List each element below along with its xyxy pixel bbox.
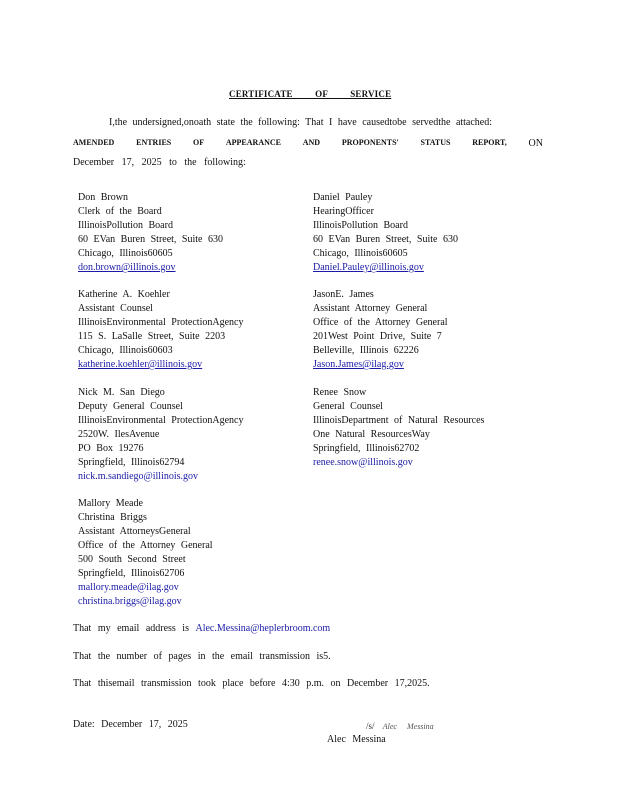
intro-line-1: I,the undersigned,onoath state the following: That I have causedtobe servedthe attached:	[109, 117, 493, 128]
recipient-line: Office of the Attorney General	[313, 317, 448, 328]
recipient-line: Deputy General Counsel	[78, 401, 183, 412]
intro-word: APPEARANCE	[225, 138, 281, 147]
recipient-line: Mallory Meade	[78, 498, 143, 509]
date-line: Date: December 17, 2025	[73, 719, 188, 730]
recipient-email-link[interactable]: Daniel.Pauley@illinois.gov	[313, 262, 424, 273]
recipient-line: Chicago, Illinois60605	[313, 248, 408, 259]
intro-word: ENTRIES	[136, 138, 172, 147]
statement-pages: That the number of pages in the email transmission is5.	[73, 651, 331, 662]
recipient-line: Assistant Attorney General	[313, 303, 428, 314]
recipient-line: Springfield, Illinois62706	[78, 568, 185, 579]
recipient-line: 60 EVan Buren Street, Suite 630	[78, 234, 223, 245]
intro-word: STATUS	[420, 138, 451, 147]
signature-script: Alec Messina	[382, 722, 434, 731]
recipient-block-jason-james	[313, 288, 448, 372]
recipient-line: 60 EVan Buren Street, Suite 630	[313, 234, 458, 245]
intro-word: OF	[193, 138, 205, 147]
recipient-email-link[interactable]: mallory.meade@ilag.gov	[78, 582, 179, 593]
recipient-email-link[interactable]: katherine.koehler@illinois.gov	[78, 359, 203, 370]
signer-name: Alec Messina	[327, 734, 386, 745]
intro-word: REPORT,	[472, 138, 507, 147]
recipient-line: Assistant Counsel	[78, 303, 153, 314]
recipient-line: 2520W. IlesAvenue	[78, 429, 160, 440]
recipient-block-renee-snow	[313, 386, 484, 470]
recipient-line: One Natural ResourcesWay	[313, 429, 430, 440]
recipient-line: 500 South Second Street	[78, 554, 186, 565]
recipient-line: PO Box 19276	[78, 443, 144, 454]
recipient-line: JasonE. James	[313, 289, 374, 300]
recipient-line: IllinoisDepartment of Natural Resources	[313, 415, 485, 426]
recipient-block-daniel-pauley	[313, 191, 458, 275]
statement-email	[73, 623, 330, 634]
document-title: CERTIFICATE OF SERVICE	[229, 89, 392, 99]
recipient-line: IllinoisEnvironmental ProtectionAgency	[78, 317, 244, 328]
electronic-signature	[366, 721, 434, 731]
recipient-email-link[interactable]: Jason.James@ilag.gov	[313, 359, 404, 370]
recipient-line: General Counsel	[313, 401, 383, 412]
recipient-line: IllinoisPollution Board	[78, 220, 173, 231]
recipient-line: IllinoisPollution Board	[313, 220, 408, 231]
recipient-line: Renee Snow	[313, 387, 367, 398]
recipient-block-meade-briggs	[78, 497, 213, 609]
recipient-line: Office of the Attorney General	[78, 540, 213, 551]
recipient-block-katherine-koehler	[78, 288, 243, 372]
recipient-line: Chicago, Illinois60603	[78, 345, 173, 356]
intro-line-3: December 17, 2025 to the following:	[73, 157, 246, 168]
recipient-line: Springfield, Illinois62794	[78, 457, 185, 468]
recipient-line: Chicago, Illinois60605	[78, 248, 173, 259]
recipient-line: Nick M. San Diego	[78, 387, 165, 398]
recipient-block-nick-san-diego	[78, 386, 243, 484]
recipient-email-link[interactable]: nick.m.sandiego@illinois.gov	[78, 471, 199, 482]
recipient-line: HearingOfficer	[313, 206, 374, 217]
sender-email-link[interactable]: Alec.Messina@heplerbroom.com	[195, 623, 331, 634]
intro-word: AND	[302, 138, 321, 147]
recipient-email-link[interactable]: christina.briggs@ilag.gov	[78, 596, 182, 607]
recipient-line: Assistant AttorneysGeneral	[78, 526, 191, 537]
recipient-line: IllinoisEnvironmental ProtectionAgency	[78, 415, 244, 426]
intro-word: ON	[528, 138, 543, 149]
signature-mark: /s/	[366, 721, 375, 731]
recipient-line: Don Brown	[78, 192, 128, 203]
recipient-line: 115 S. LaSalle Street, Suite 2203	[78, 331, 226, 342]
intro-word: PROPONENTS'	[341, 138, 399, 147]
statement-email-prefix: That my email address is	[73, 623, 189, 634]
recipient-line: Daniel Pauley	[313, 192, 373, 203]
recipient-email-link[interactable]: don.brown@illinois.gov	[78, 262, 176, 273]
recipient-email-link[interactable]: renee.snow@illinois.gov	[313, 457, 413, 468]
recipient-line: 201West Point Drive, Suite 7	[313, 331, 442, 342]
recipient-line: Belleville, Illinois 62226	[313, 345, 419, 356]
recipient-line: Christina Briggs	[78, 512, 147, 523]
statement-time: That thisemail transmission took place before 4:30 p.m. on December 17,2025.	[73, 678, 430, 689]
recipient-block-don-brown	[78, 191, 223, 275]
intro-line-2	[73, 138, 543, 149]
recipient-line: Katherine A. Koehler	[78, 289, 170, 300]
recipient-line: Springfield, Illinois62702	[313, 443, 420, 454]
intro-word: AMENDED	[73, 138, 115, 147]
recipient-line: Clerk of the Board	[78, 206, 162, 217]
